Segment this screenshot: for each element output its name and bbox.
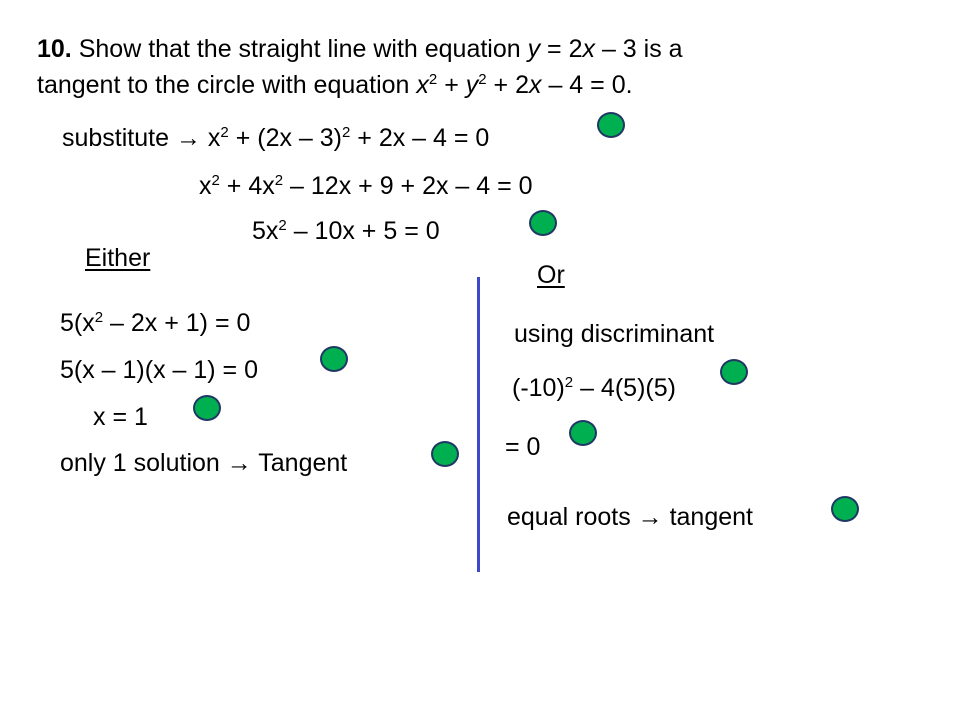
mark-icon [431,441,459,467]
question-text: + [437,71,466,99]
expand-line [199,172,533,200]
mark-icon [320,346,348,372]
exponent: 2 [342,124,351,141]
exponent: 2 [220,124,229,141]
either-heading: Either [85,244,151,272]
var-y: y [527,35,541,63]
eq-text: (-10) [512,374,565,402]
var-y: y [465,71,479,99]
question-text: – 4 = 0. [541,71,633,99]
mark-icon [831,496,859,522]
exponent: 2 [278,217,287,234]
or-heading: Or [537,261,565,289]
var-x: x [416,71,429,99]
exponent: 2 [211,172,220,189]
either-line-2: 5(x – 1)(x – 1) = 0 [60,356,258,384]
exponent: 2 [478,71,487,88]
eq-text: + (2x – 3) [228,124,342,152]
either-line-1 [60,309,250,337]
var-x: x [582,35,596,63]
eq-text: 5x [252,217,279,245]
or-line-1: using discriminant [514,320,715,348]
substitute-line [62,124,489,152]
column-divider [477,277,480,572]
mark-icon [529,210,557,236]
eq-text: substitute → x [62,124,221,152]
question-text: tangent to the circle with equation [37,71,417,99]
either-line-4: only 1 solution → Tangent [60,449,348,477]
or-line-2 [512,374,676,402]
mark-icon [720,359,748,385]
question-number: 10. [37,35,72,63]
exponent: 2 [94,309,104,326]
eq-text: + 4x [219,172,275,200]
exponent: 2 [564,374,574,391]
or-line-4: equal roots → tangent [507,503,753,531]
eq-text: – 12x + 9 + 2x – 4 = 0 [283,172,533,200]
var-x: x [529,71,542,99]
question-text: Show that the straight line with equation [78,35,528,63]
exponent: 2 [274,172,284,189]
eq-text: – 10x + 5 = 0 [286,217,440,245]
question-text: = 2 [540,35,583,63]
question-text: – 3 is a [595,35,683,63]
mark-icon [597,112,625,138]
simplify-line [252,217,440,245]
or-line-3: = 0 [505,433,541,461]
question-text: + 2 [486,71,530,99]
question-line-1 [37,33,683,65]
question-line-2 [37,69,633,101]
eq-text: – 2x + 1) = 0 [103,309,251,337]
eq-text: – 4(5)(5) [573,374,676,402]
eq-text: + 2x – 4 = 0 [350,124,490,152]
eq-text: 5(x [60,309,95,337]
mark-icon [569,420,597,446]
either-line-3: x = 1 [93,403,148,431]
eq-text: x [199,172,212,200]
mark-icon [193,395,221,421]
exponent: 2 [428,71,438,88]
